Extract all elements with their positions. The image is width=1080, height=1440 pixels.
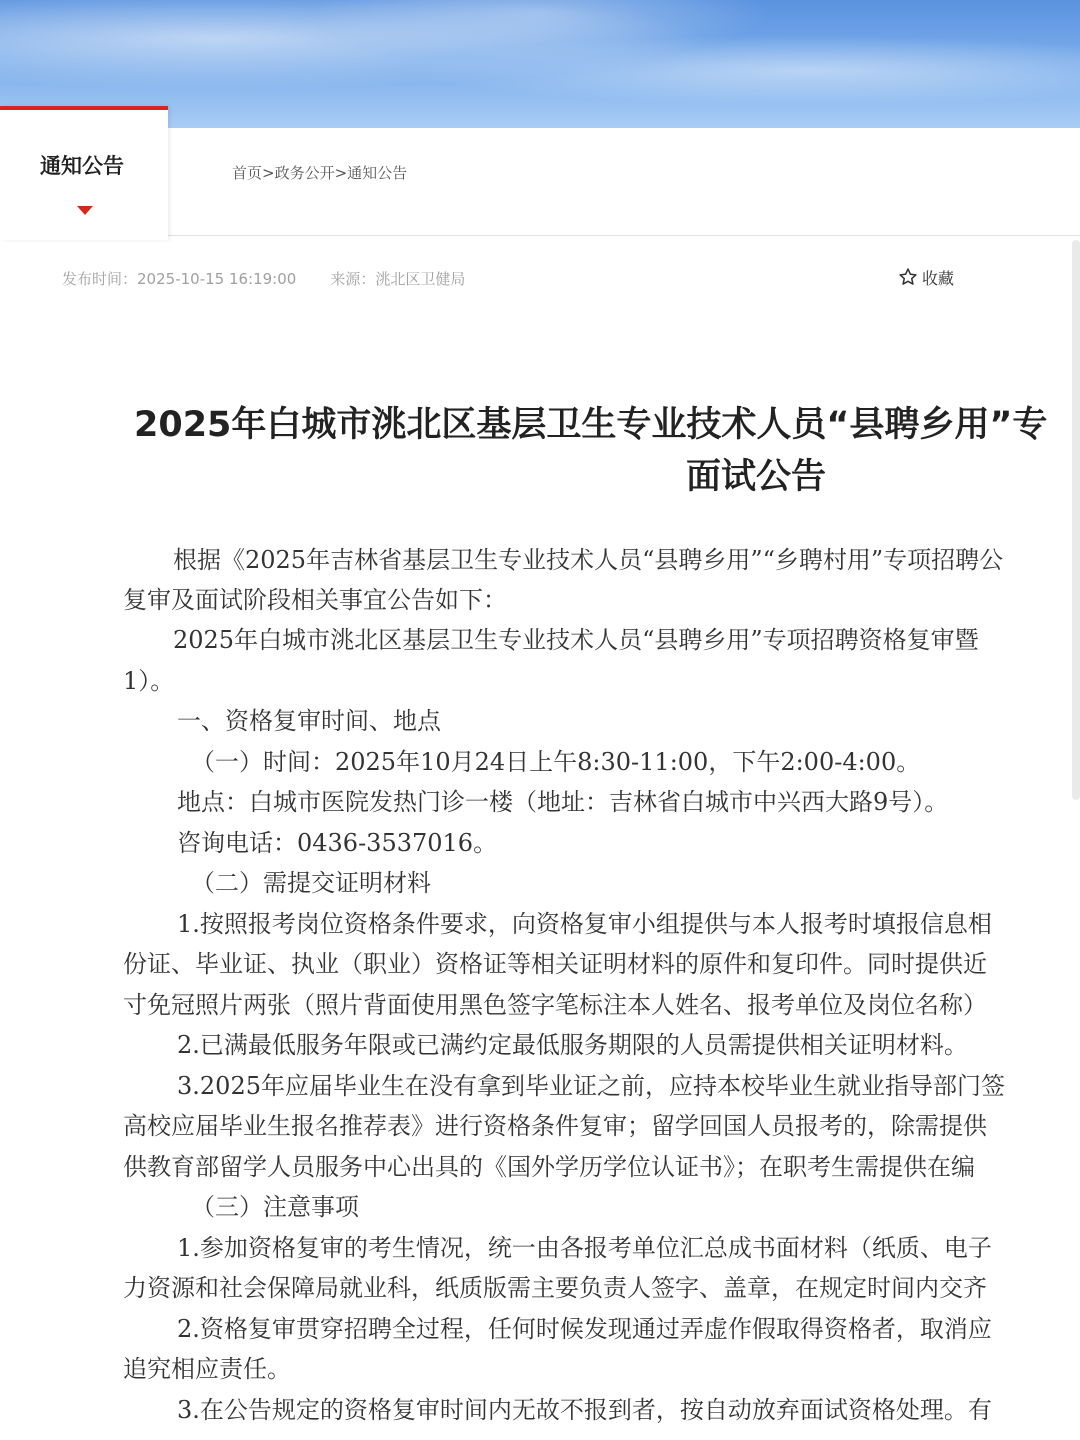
tab-notices[interactable]: [0, 106, 168, 240]
body-line: 根据《2025年吉林省基层卫生专业技术人员“县聘乡用”“乡聘村用”专项招聘公: [173, 546, 1004, 574]
favorite-button[interactable]: [898, 266, 954, 289]
body-line: 高校应届毕业生报名推荐表》进行资格条件复审；留学回国人员报考的，除需提供: [123, 1112, 987, 1140]
body-line: 2.资格复审贯穿招聘全过程，任何时候发现通过弄虚作假取得资格者，取消应: [177, 1315, 992, 1343]
tab-label: 通知公告: [40, 154, 124, 178]
section-heading: 一、资格复审时间、地点: [177, 707, 441, 735]
body-line: 1.按照报考岗位资格条件要求，向资格复审小组提供与本人报考时填报信息相: [177, 910, 992, 938]
body-line: 2.已满最低服务年限或已满约定最低服务期限的人员需提供相关证明材料。: [177, 1031, 968, 1059]
sub-heading: （二）需提交证明材料: [191, 869, 431, 897]
source-value: 洮北区卫健局: [375, 270, 466, 288]
article-meta: [62, 268, 465, 289]
body-line: （一）时间：2025年10月24日上午8:30-11:00，下午2:00-4:00。: [191, 748, 921, 776]
body-line: 咨询电话：0436-3537016。: [177, 829, 498, 857]
body-line: 份证、毕业证、执业（职业）资格证等相关证明材料的原件和复印件。同时提供近: [123, 950, 987, 978]
publish-time: 2025-10-15 16:19:00: [137, 270, 297, 288]
publish-label: 发布时间：: [62, 270, 138, 288]
scrollbar[interactable]: [1072, 240, 1080, 800]
breadcrumb-text[interactable]: 首页>政务公开>通知公告: [232, 164, 408, 182]
body-line: 寸免冠照片两张（照片背面使用黑色签字笔标注本人姓名、报考单位及岗位名称）: [123, 991, 987, 1019]
body-line: 2025年白城市洮北区基层卫生专业技术人员“县聘乡用”专项招聘资格复审暨: [173, 626, 979, 654]
star-outline-icon: [898, 267, 918, 287]
body-line: 1.参加资格复审的考生情况，统一由各报考单位汇总成书面材料（纸质、电子: [177, 1234, 992, 1262]
body-line: 供教育部留学人员服务中心出具的《国外学历学位认证书》；在职考生需提供在编: [123, 1153, 975, 1181]
body-line: 3.2025年应届毕业生在没有拿到毕业证之前，应持本校毕业生就业指导部门签: [177, 1072, 1005, 1100]
body-line: 复审及面试阶段相关事宜公告如下：: [123, 586, 507, 614]
breadcrumb[interactable]: [232, 162, 407, 183]
article-title-line-1: 2025年白城市洮北区基层卫生专业技术人员“县聘乡用”专: [134, 405, 1048, 445]
sub-heading: （三）注意事项: [191, 1193, 359, 1221]
favorite-label: 收藏: [922, 269, 955, 288]
body-line: 地点：白城市医院发热门诊一楼（地址：吉林省白城市中兴西大路9号）。: [177, 788, 949, 816]
body-line: 追究相应责任。: [123, 1355, 291, 1383]
body-line: 1）。: [123, 667, 175, 695]
body-line: 3.在公告规定的资格复审时间内无故不报到者，按自动放弃面试资格处理。有: [177, 1396, 992, 1424]
article-title-line-2: 面试公告: [686, 457, 827, 497]
caret-down-icon: [77, 206, 93, 215]
body-line: 力资源和社会保障局就业科，纸质版需主要负责人签字、盖章，在规定时间内交齐: [123, 1274, 987, 1302]
source-label: 来源：: [330, 270, 376, 288]
